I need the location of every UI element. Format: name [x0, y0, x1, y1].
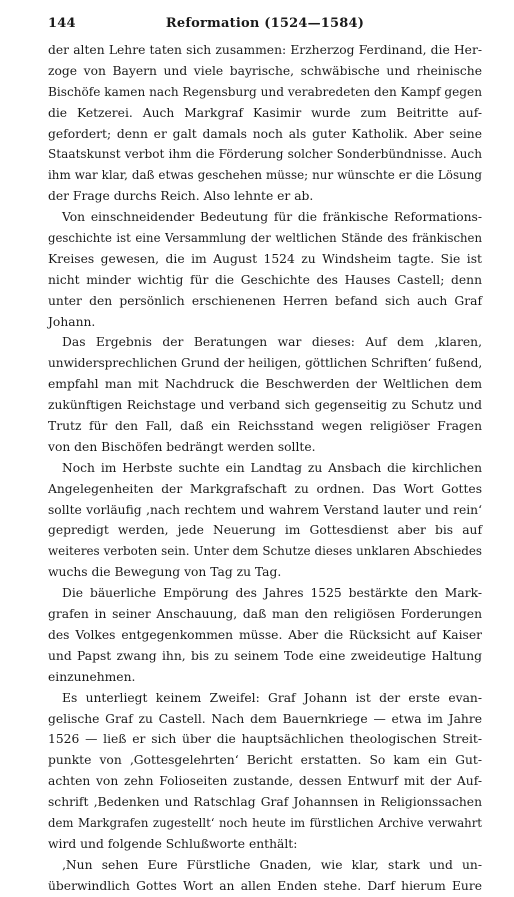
- text-line: der alten Lehre taten sich zusammen: Erzherzog Ferdinand, die Her-: [48, 43, 482, 57]
- text-line: Johann.: [48, 314, 96, 329]
- page-header: [48, 14, 482, 36]
- text-line: nicht minder wichtig für die Geschichte des Hauses Castell; denn: [48, 272, 482, 287]
- body-text: [48, 40, 482, 897]
- text-line: Bischöfe kamen nach Regensburg und verabredeten den Kampf gegen: [48, 84, 482, 99]
- text-line: geschichte ist eine Versammlung der weltlichen Stände des fränkischen: [48, 231, 482, 246]
- text-line: und Papst zwang ihn, bis zu seinem Tode eine zweideutige Haltung: [48, 648, 482, 663]
- text-line: die Ketzerei. Auch Markgraf Kasimir wurde zum Beitritte auf-: [48, 105, 482, 120]
- text-line: von den Bischöfen bedrängt werden sollte.: [48, 439, 316, 454]
- text-line: dem Markgrafen zugestellt‘ noch heute im fürstlichen Archive verwahrt: [48, 815, 482, 830]
- text-line: achten von zehn Folioseiten zustande, dessen Entwurf mit der Auf-: [48, 774, 482, 789]
- text-line: Staatskunst verbot ihm die Förderung solcher Sonderbündnisse. Auch: [48, 147, 482, 162]
- text-line: der Frage durchs Reich. Also lehnte er ab.: [48, 189, 314, 204]
- text-line: zoge von Bayern und viele bayrische, schwäbische und rheinische: [48, 63, 482, 78]
- text-line: gefordert; denn er galt damals noch als guter Katholik. Aber seine: [48, 126, 482, 141]
- text-line: gelische Graf zu Castell. Nach dem Bauernkriege — etwa im Jahre: [48, 711, 482, 726]
- text-line: empfahl man mit Nachdruck die Beschwerden der Weltlichen dem: [48, 377, 482, 392]
- page-number: 144: [48, 16, 76, 31]
- text-line: 1526 — ließ er sich über die hauptsächlichen theologischen Streit-: [48, 732, 482, 747]
- text-line: gepredigt werden, jede Neuerung im Gottesdienst aber bis auf: [48, 523, 482, 538]
- running-title: Reformation (1524—1584): [165, 16, 365, 31]
- book-page: [48, 14, 482, 897]
- text-line: einzunehmen.: [48, 669, 136, 684]
- text-line: ihm war klar, daß etwas geschehen müsse; nur wünschte er die Lösung: [48, 168, 482, 183]
- text-line: grafen in seiner Anschauung, daß man den religiösen Forderungen: [48, 607, 482, 622]
- text-line: schrift ‚Bedenken und Ratschlag Graf Johannsen in Religionssachen: [48, 795, 482, 810]
- text-line: Noch im Herbste suchte ein Landtag zu Ansbach die kirchlichen: [62, 460, 482, 475]
- text-line: Trutz für den Fall, daß ein Reichsstand wegen religiöser Fragen: [48, 419, 482, 434]
- text-line: überwindlich Gottes Wort an allen Enden stehe. Darf hierum Eure: [48, 878, 482, 893]
- text-line: wuchs die Bewegung von Tag zu Tag.: [48, 565, 282, 580]
- text-line: Kreises gewesen, die im August 1524 zu Windsheim tagte. Sie ist: [48, 251, 482, 266]
- text-line: wird und folgende Schlußworte enthält:: [48, 836, 298, 851]
- text-line: zukünftigen Reichstage und verband sich gegenseitig zu Schutz und: [48, 398, 482, 413]
- text-line: Die bäuerliche Empörung des Jahres 1525 bestärkte den Mark-: [62, 586, 482, 601]
- text-line: des Volkes entgegenkommen müsse. Aber die Rücksicht auf Kaiser: [48, 627, 482, 642]
- text-line: Es unterliegt keinem Zweifel: Graf Johann ist der erste evan-: [62, 690, 482, 705]
- text-line: unter den persönlich erschienenen Herren befand sich auch Graf: [48, 293, 482, 308]
- text-line: sollte vorläufig ‚nach rechtem und wahrem Verstand lauter und rein‘: [48, 502, 482, 517]
- text-line: Von einschneidender Bedeutung für die fränkische Reformations-: [62, 210, 482, 225]
- text-line: Das Ergebnis der Beratungen war dieses: Auf dem ‚klaren,: [62, 335, 482, 350]
- text-line: ‚Nun sehen Eure Fürstliche Gnaden, wie klar, stark und un-: [62, 857, 482, 872]
- text-line: punkte von ‚Gottesgelehrten‘ Bericht erstatten. So kam ein Gut-: [48, 753, 482, 768]
- text-line: weiteres verboten sein. Unter dem Schutze dieses unklaren Abschiedes: [48, 544, 482, 559]
- text-line: unwidersprechlichen Grund der heiligen, göttlichen Schriften‘ fußend,: [48, 356, 483, 371]
- text-line: Angelegenheiten der Markgrafschaft zu ordnen. Das Wort Gottes: [48, 481, 482, 496]
